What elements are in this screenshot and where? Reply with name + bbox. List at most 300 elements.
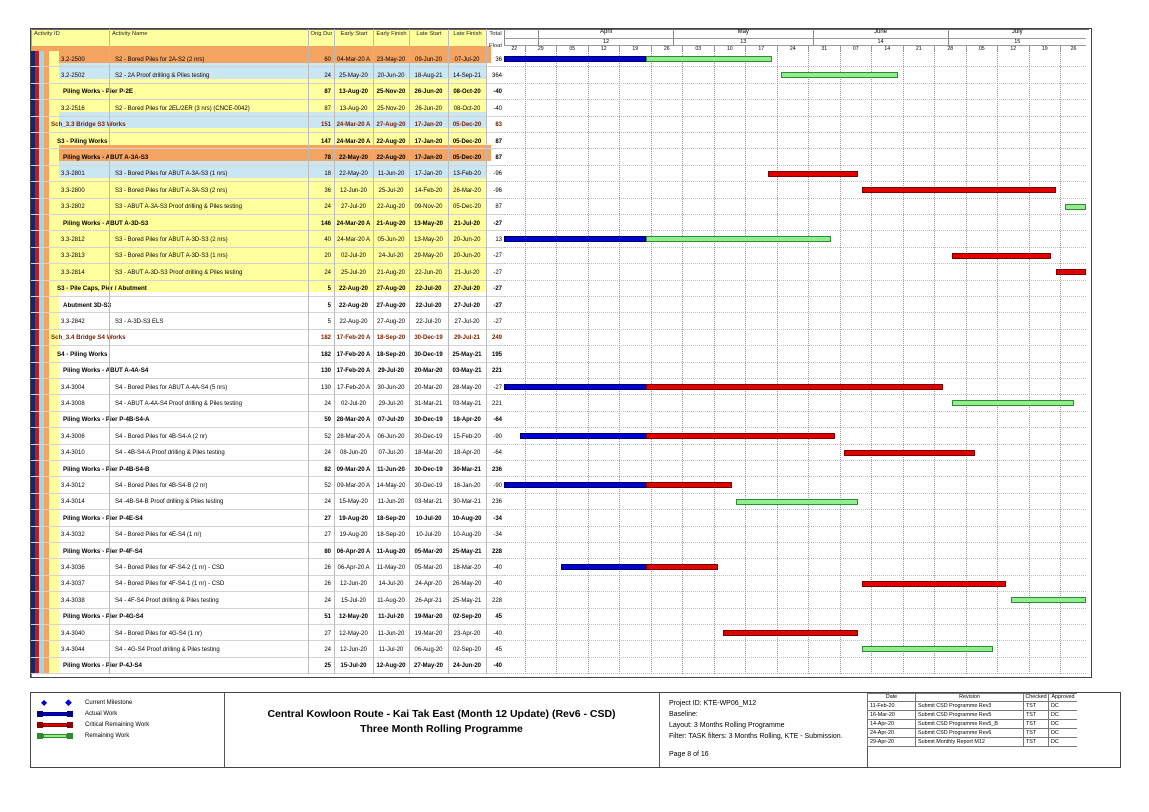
- legend-label: Critical Remaining Work: [85, 722, 150, 728]
- activity-name: S4 - Bored Piles for 4F-S4-1 (1 nr) - CSD: [115, 581, 225, 588]
- late-finish-value: 27-Jul-20: [453, 302, 480, 309]
- late-finish-value: 02-Sep-20: [452, 614, 482, 621]
- late-finish-value: 25-May-21: [452, 597, 482, 604]
- column-divider: [448, 29, 449, 674]
- month-header: May: [673, 29, 813, 38]
- revision-header-cell: Date: [867, 693, 915, 702]
- revision-cell: TST: [1023, 711, 1048, 720]
- row-border: [31, 591, 504, 592]
- group-band-name: Piling Works - Pier P-4F-S4: [63, 547, 143, 555]
- activity-id: 3.3-2801: [61, 171, 85, 178]
- column-header-label: Total: [489, 31, 502, 37]
- early-finish-value: 25-Nov-20: [376, 89, 406, 96]
- row-border: [504, 378, 1086, 379]
- late-finish-value: 27-Jul-20: [453, 286, 480, 293]
- activity-name: S4 - 4B-S4-A Proof drilling & Piles testing: [115, 450, 225, 457]
- late-finish-value: 18-Apr-20: [453, 417, 481, 424]
- row-border: [504, 230, 1086, 231]
- orig-dur-value: 24: [324, 646, 331, 653]
- column-divider: [109, 29, 110, 674]
- row-border: [31, 493, 504, 494]
- late-finish-value: 25-May-21: [452, 548, 482, 555]
- orig-dur-value: 60: [324, 56, 331, 63]
- month-header: [504, 29, 538, 38]
- activity-name: S2 - 2A Proof drilling & Piles testing: [115, 72, 210, 79]
- early-finish-value: 11-Jun-20: [377, 499, 405, 506]
- row-border: [504, 198, 1086, 199]
- total-float-value: 249: [491, 335, 502, 342]
- row-border: [504, 165, 1086, 166]
- row-border: [504, 526, 1086, 527]
- orig-dur-value: 26: [324, 564, 331, 571]
- late-finish-value: 03-May-21: [452, 400, 482, 407]
- total-float-value: -96: [493, 171, 502, 178]
- revision-table: [867, 693, 1120, 767]
- group-band-name: Sch_3.4 Bridge S4 Works: [51, 334, 126, 342]
- row-border: [504, 394, 1086, 395]
- revision-header-cell: Checked: [1023, 693, 1048, 702]
- row-border: [504, 148, 1086, 149]
- legend-bar-cap: [67, 711, 73, 717]
- late-finish-value: 20-Jun-20: [453, 253, 481, 260]
- week-gridline: [525, 51, 526, 674]
- revision-cell: Submit CSD Programme Rev5: [915, 711, 1023, 720]
- week-tick: 10: [714, 45, 746, 51]
- activity-name: S4 - Bored Piles for ABUT A-4A-S4 (5 nrs): [115, 384, 228, 391]
- orig-dur-value: 27: [324, 532, 331, 539]
- orig-dur-value: 24: [324, 72, 331, 79]
- group-band-name: Piling Works - ABUT A-4A-S4: [63, 367, 149, 375]
- orig-dur-value: 27: [324, 630, 331, 637]
- activity-name: S3 - Bored Piles for ABUT A-3A-S3 (2 nrs): [115, 187, 228, 194]
- early-finish-value: 22-Aug-20: [376, 138, 406, 145]
- early-start-value: 06-Apr-20 A: [337, 564, 370, 571]
- week-gridline: [651, 51, 652, 674]
- late-finish-value: 21-Jul-20: [454, 269, 480, 276]
- total-float-value: 228: [491, 548, 502, 555]
- late-start-value: 17-Jan-20: [414, 122, 443, 129]
- week-tick: 07: [840, 45, 872, 51]
- late-start-value: 29-May-20: [414, 253, 443, 260]
- orig-dur-value: 78: [324, 154, 331, 161]
- total-float-value: 87: [495, 204, 502, 211]
- month-period: 15: [948, 38, 1087, 45]
- total-float-value: -40: [493, 105, 502, 112]
- row-border: [31, 542, 504, 543]
- month-period: 13: [673, 38, 813, 45]
- early-finish-value: 27-Aug-20: [376, 302, 406, 309]
- row-border: [31, 476, 504, 477]
- column-divider: [334, 29, 335, 674]
- row-border: [31, 296, 504, 297]
- total-float-value: 195: [491, 351, 502, 358]
- early-finish-value: 29-Jul-20: [378, 400, 404, 407]
- week-gridline: [619, 51, 620, 674]
- activity-name: S4 -4B-S4-B Proof drilling & Piles testing: [115, 499, 224, 506]
- group-band-name: Piling Works - Pier P-4E-S4: [63, 514, 143, 522]
- activity-name: S2 - Bored Piles for 2EL/2ER (3 nrs) (CNCE-0042): [115, 105, 250, 112]
- total-float-value: 221: [491, 368, 502, 375]
- early-finish-value: 25-Nov-20: [376, 105, 405, 112]
- row-border: [31, 362, 504, 363]
- column-header: Late Finish: [448, 29, 486, 51]
- activity-name: S4 - Bored Piles for 4B-S4-A (2 nr): [115, 433, 208, 440]
- group-band-name: Piling Works - ABUT A-3A-S3: [63, 153, 149, 161]
- late-start-value: 22-Jul-20: [415, 302, 442, 309]
- row-border: [504, 99, 1086, 100]
- row-border: [31, 99, 504, 100]
- week-gridline: [840, 51, 841, 674]
- row-border: [31, 329, 504, 330]
- row-border: [504, 66, 1086, 67]
- row-border: [31, 345, 504, 346]
- orig-dur-value: 182: [320, 335, 331, 342]
- project-info-box: [659, 693, 867, 767]
- early-start-value: 02-Jul-20: [340, 400, 366, 407]
- revision-cell: DC: [1048, 720, 1077, 729]
- week-tick: 24: [777, 45, 809, 51]
- row-border: [31, 526, 504, 527]
- late-start-value: 24-Apr-20: [415, 581, 442, 588]
- row-border: [504, 181, 1086, 182]
- activity-name: S4 - Bored Piles for 4G-S4 (1 nr): [115, 630, 203, 637]
- row-border: [31, 608, 504, 609]
- early-finish-value: 21-Aug-20: [376, 220, 406, 227]
- late-finish-value: 21-Jul-20: [453, 220, 480, 227]
- late-start-value: 30-Dec-19: [414, 466, 443, 473]
- legend-label: Remaining Work: [85, 733, 130, 739]
- row-border: [31, 312, 504, 313]
- row-border: [504, 624, 1086, 625]
- total-float-value: -27: [493, 269, 502, 276]
- early-start-value: 24-Mar-20 A: [336, 236, 370, 243]
- activity-name: S4 - ABUT A-4A-S4 Proof drilling & Piles testing: [115, 400, 242, 407]
- orig-dur-value: 146: [320, 220, 331, 227]
- report-subtitle: Three Month Rolling Programme: [360, 723, 523, 735]
- gantt-bar-critical: [646, 482, 732, 488]
- activity-id: 3.4-3036: [61, 564, 85, 571]
- early-start-value: 19-Aug-20: [339, 532, 368, 539]
- late-start-value: 09-Jun-20: [414, 56, 443, 63]
- total-float-value: 236: [491, 499, 502, 506]
- revision-header-cell: Approved: [1048, 693, 1077, 702]
- group-band-name: Sch_3.3 Bridge S3 Works: [51, 121, 126, 129]
- total-float-value: 221: [491, 400, 502, 407]
- early-finish-value: 18-Sep-20: [376, 532, 406, 539]
- row-border: [504, 247, 1086, 248]
- late-start-value: 10-Jul-20: [415, 532, 441, 539]
- column-header: [109, 29, 308, 51]
- late-finish-value: 28-May-20: [452, 384, 482, 391]
- gantt-bar-remaining: [1011, 597, 1087, 603]
- orig-dur-value: 87: [324, 105, 331, 112]
- month-header: July: [948, 29, 1087, 38]
- week-tick: 12: [588, 45, 620, 51]
- early-start-value: 13-Aug-20: [338, 89, 368, 96]
- gantt-bar-critical: [1056, 269, 1087, 275]
- total-float-value: 45: [495, 614, 502, 621]
- late-finish-value: 25-May-21: [452, 351, 482, 358]
- late-finish-value: 08-Oct-20: [453, 105, 481, 112]
- activity-id: 3.4-3010: [61, 450, 85, 457]
- revision-cell: TST: [1023, 702, 1048, 711]
- week-tick: 26: [1060, 45, 1086, 51]
- late-finish-value: 05-Dec-20: [452, 138, 482, 145]
- column-header-label: Float: [489, 43, 502, 49]
- gantt-bar-remaining: [862, 646, 993, 652]
- legend-label: Current Milestone: [85, 700, 133, 706]
- activity-name: S3 - Bored Piles for ABUT A-3A-S3 (1 nrs): [115, 171, 228, 178]
- early-start-value: 12-May-20: [339, 630, 368, 637]
- late-finish-value: 29-Jul-21: [453, 335, 480, 342]
- late-start-value: 17-Jan-20: [414, 171, 443, 178]
- row-border: [504, 591, 1086, 592]
- early-finish-value: 22-Aug-20: [376, 154, 406, 161]
- late-start-value: 05-Mar-20: [414, 548, 443, 555]
- month-header: June: [813, 29, 948, 38]
- total-float-value: 36: [495, 56, 502, 63]
- revision-cell: 24-Apr-20: [867, 729, 915, 738]
- early-start-value: 24-Mar-20 A: [336, 138, 371, 145]
- week-tick: 22: [504, 45, 525, 51]
- total-float-value: -27: [493, 302, 502, 309]
- week-tick: 03: [682, 45, 714, 51]
- early-start-value: 08-Jun-20: [339, 450, 368, 457]
- row-border: [504, 444, 1086, 445]
- activity-name: S4 - Bored Piles for 4F-S4-2 (1 nr) - CSD: [115, 564, 225, 571]
- week-tick: 05: [966, 45, 998, 51]
- orig-dur-value: 80: [324, 548, 331, 555]
- gantt-bar-critical: [646, 433, 835, 439]
- orig-dur-value: 24: [324, 204, 331, 211]
- early-finish-value: 22-Aug-20: [376, 204, 406, 211]
- layout-text: Layout: 3 Months Rolling Programme: [669, 722, 785, 729]
- legend-label: Actual Work: [85, 711, 118, 717]
- late-finish-value: 08-Oct-20: [453, 89, 481, 96]
- revision-cell: 16-Mar-20: [867, 711, 915, 720]
- month-header: April: [538, 29, 673, 38]
- early-finish-value: 07-Jul-20: [378, 450, 404, 457]
- total-float-value: -90: [493, 433, 502, 440]
- early-finish-value: 18-Sep-20: [376, 335, 406, 342]
- early-start-value: 15-May-20: [339, 499, 368, 506]
- total-float-value: -27: [493, 220, 502, 227]
- activity-id: 3.4-3044: [61, 646, 85, 653]
- orig-dur-value: 5: [327, 302, 331, 309]
- row-border: [31, 230, 504, 231]
- title-block: [224, 693, 659, 767]
- row-border: [31, 280, 504, 281]
- early-start-value: 22-May-20: [338, 154, 368, 161]
- early-start-value: 09-Mar-20 A: [336, 482, 370, 489]
- row-border: [31, 624, 504, 625]
- total-float-value: -90: [493, 482, 502, 489]
- total-float-value: -64: [493, 450, 502, 457]
- late-start-value: 27-May-20: [413, 663, 443, 670]
- revision-header-cell: Revision: [915, 693, 1023, 702]
- revision-cell: Submit CSD Programme Rev3: [915, 702, 1023, 711]
- week-gridline: [682, 51, 683, 674]
- row-border: [504, 673, 1086, 674]
- activity-id: 3.2-2500: [61, 56, 85, 63]
- late-start-value: 18-Aug-21: [414, 72, 443, 79]
- early-finish-value: 11-Aug-20: [377, 597, 405, 604]
- baseline-text: Baseline:: [669, 711, 698, 718]
- activity-name: S3 - Bored Piles for ABUT A-3D-S3 (2 nrs): [115, 236, 228, 243]
- row-border: [31, 263, 504, 264]
- orig-dur-value: 147: [320, 138, 331, 145]
- week-gridline: [1060, 51, 1061, 674]
- late-finish-value: 18-Mar-20: [453, 564, 481, 571]
- revision-cell: TST: [1023, 738, 1048, 747]
- week-tick: 19: [1029, 45, 1061, 51]
- late-finish-value: 14-Sep-21: [452, 72, 482, 79]
- orig-dur-value: 51: [324, 614, 331, 621]
- orig-dur-value: 5: [327, 286, 331, 293]
- late-finish-value: 26-May-20: [452, 581, 482, 588]
- column-header: [31, 29, 109, 51]
- late-start-value: 22-Jun-20: [414, 269, 443, 276]
- activity-id: 3.4-3038: [61, 597, 85, 604]
- late-finish-value: 05-Dec-20: [452, 204, 481, 211]
- week-tick: 26: [651, 45, 683, 51]
- row-border: [504, 214, 1086, 215]
- row-border: [31, 83, 504, 84]
- activity-id: 3.3-2814: [61, 269, 85, 276]
- orig-dur-value: 87: [324, 89, 331, 96]
- month-period: 12: [538, 38, 673, 45]
- row-border: [31, 640, 504, 641]
- early-start-value: 17-Feb-20 A: [336, 351, 371, 358]
- total-float-value: 83: [495, 122, 502, 129]
- activity-id: 3.4-3006: [61, 433, 85, 440]
- gantt-bar-critical: [952, 253, 1051, 259]
- activity-name: S3 - A-3D-S3 ELS: [115, 318, 164, 325]
- group-band-name: Piling Works - Pier P-4G-S4: [63, 613, 144, 621]
- total-float-value: -40: [493, 630, 502, 637]
- total-float-value: 236: [491, 466, 502, 473]
- revision-cell: 14-Apr-20: [867, 720, 915, 729]
- activity-id: 3.4-3040: [61, 630, 85, 637]
- row-border: [504, 640, 1086, 641]
- early-finish-value: 11-Jun-20: [377, 171, 405, 178]
- gantt-bar-actual: [504, 482, 646, 488]
- early-finish-value: 06-Jun-20: [377, 433, 405, 440]
- total-float-value: -40: [493, 564, 502, 571]
- activity-name: S3 - ABUT A-3A-S3 Proof drilling & Piles testing: [115, 204, 242, 211]
- row-border: [504, 608, 1086, 609]
- late-finish-value: 02-Sep-20: [452, 646, 482, 653]
- late-start-value: 22-Jul-20: [415, 318, 441, 325]
- late-start-value: 19-Mar-20: [414, 630, 443, 637]
- early-start-value: 22-Aug-20: [338, 302, 368, 309]
- column-divider: [373, 29, 374, 674]
- early-start-value: 27-Jul-20: [340, 204, 366, 211]
- row-border: [504, 558, 1086, 559]
- activity-id: 3.4-3008: [61, 400, 85, 407]
- gantt-bar-remaining: [1065, 204, 1087, 210]
- row-border: [31, 181, 504, 182]
- column-header: Orig Dur: [308, 29, 334, 51]
- week-gridline: [745, 51, 746, 674]
- week-gridline: [1029, 51, 1030, 674]
- row-border: [31, 460, 504, 461]
- early-finish-value: 20-Jun-20: [377, 72, 405, 79]
- revision-cell: Submit Monthly Report M12: [915, 738, 1023, 747]
- total-float-value: 45: [495, 646, 502, 653]
- late-finish-value: 10-Aug-20: [452, 532, 482, 539]
- late-start-value: 30-Dec-19: [414, 433, 443, 440]
- row-border: [31, 378, 504, 379]
- row-border: [31, 657, 504, 658]
- activity-id: 3.4-3037: [61, 581, 85, 588]
- late-start-value: 26-Apr-21: [415, 597, 442, 604]
- week-gridline: [556, 51, 557, 674]
- row-border: [504, 329, 1086, 330]
- gantt-bar-actual: [520, 433, 646, 439]
- orig-dur-value: 151: [320, 122, 331, 129]
- row-border: [31, 427, 504, 428]
- gantt-bar-critical: [844, 450, 975, 456]
- late-finish-value: 03-May-21: [452, 368, 482, 375]
- week-tick: 05: [556, 45, 588, 51]
- orig-dur-value: 130: [320, 368, 331, 375]
- early-finish-value: 12-Aug-20: [376, 663, 406, 670]
- row-border: [31, 575, 504, 576]
- gantt-bar-actual: [504, 56, 646, 62]
- early-start-value: 13-Aug-20: [339, 105, 368, 112]
- row-border: [31, 198, 504, 199]
- total-float-value: -64: [493, 417, 502, 424]
- column-header: Late Start: [409, 29, 448, 51]
- week-tick: 17: [745, 45, 777, 51]
- total-float-value: 13: [495, 236, 502, 243]
- column-divider: [486, 29, 487, 674]
- total-float-value: -27: [493, 286, 502, 293]
- orig-dur-value: 24: [324, 269, 331, 276]
- late-start-value: 17-Jan-20: [414, 138, 443, 145]
- late-start-value: 20-Mar-20: [414, 384, 443, 391]
- late-finish-value: 07-Jul-20: [454, 56, 480, 63]
- early-start-value: 19-Aug-20: [338, 515, 368, 522]
- week-tick: 19: [619, 45, 651, 51]
- row-border: [504, 657, 1086, 658]
- group-band-name: Piling Works - Pier P-2E: [63, 88, 134, 96]
- orig-dur-value: 18: [324, 171, 331, 178]
- gantt-bar-actual: [504, 236, 646, 242]
- early-start-value: 24-Mar-20 A: [336, 122, 371, 129]
- early-finish-value: 18-Sep-20: [376, 351, 406, 358]
- gantt-sheet: [30, 28, 1092, 678]
- orig-dur-value: 52: [324, 482, 331, 489]
- early-finish-value: 27-Aug-20: [376, 318, 406, 325]
- gantt-bar-critical: [862, 581, 1006, 587]
- project-id-text: Project ID: KTE-WP06_M12: [669, 700, 757, 707]
- early-finish-value: 14-May-20: [376, 482, 406, 489]
- late-start-value: 26-Jun-20: [414, 89, 443, 96]
- late-start-value: 30-Dec-19: [414, 482, 443, 489]
- row-border: [31, 66, 504, 67]
- row-border: [504, 116, 1086, 117]
- early-finish-value: 11-Aug-20: [376, 548, 406, 555]
- late-finish-value: 05-Dec-20: [452, 154, 482, 161]
- revision-cell: DC: [1048, 702, 1077, 711]
- column-header: Early Start: [334, 29, 373, 51]
- revision-cell: DC: [1048, 711, 1077, 720]
- gantt-bar-critical: [723, 630, 858, 636]
- late-finish-value: 30-Mar-21: [452, 466, 481, 473]
- early-start-value: 28-Mar-20 A: [336, 417, 371, 424]
